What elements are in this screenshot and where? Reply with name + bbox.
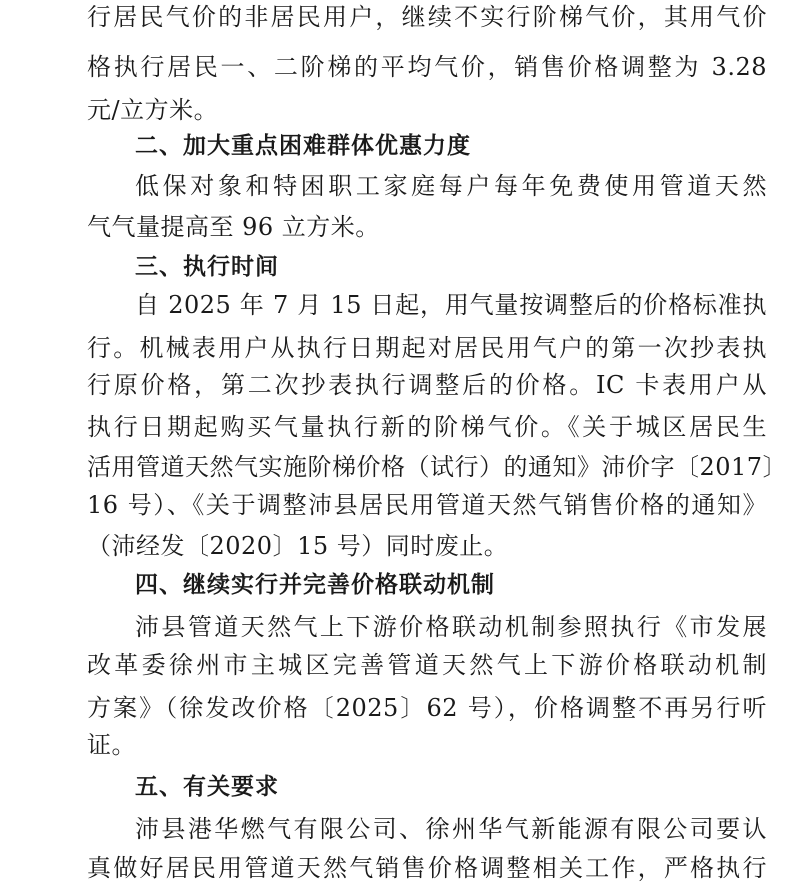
paragraph-line: 执行日期起购买气量执行新的阶梯气价。《关于城区居民生 — [87, 413, 767, 441]
paragraph-line: 自 2025 年 7 月 15 日起，用气量按调整后的价格标准执 — [135, 291, 767, 319]
section-heading-4: 四、继续实行并完善价格联动机制 — [135, 572, 495, 598]
paragraph-line: 行居民气价的非居民用户，继续不实行阶梯气价，其用气价 — [87, 3, 767, 31]
paragraph-line: 气气量提高至 96 立方米。 — [87, 213, 380, 241]
paragraph-line: 活用管道天然气实施阶梯价格（试行）的通知》沛价字〔2017〕 — [87, 453, 788, 481]
section-heading-5: 五、有关要求 — [135, 774, 279, 800]
paragraph-line: 沛县管道天然气上下游价格联动机制参照执行《市发展 — [135, 613, 767, 641]
paragraph-line: （沛经发〔2020〕15 号）同时废止。 — [87, 532, 509, 560]
paragraph-line: 改革委徐州市主城区完善管道天然气上下游价格联动机制 — [87, 651, 767, 679]
paragraph-line: 行。机械表用户从执行日期起对居民用气户的第一次抄表执 — [87, 334, 767, 362]
paragraph-line: 沛县港华燃气有限公司、徐州华气新能源有限公司要认 — [135, 815, 767, 843]
paragraph-line: 行原价格，第二次抄表执行调整后的价格。IC 卡表用户从 — [87, 371, 767, 399]
section-heading-2: 二、加大重点困难群体优惠力度 — [135, 133, 471, 159]
paragraph-line: 方案》（徐发改价格〔2025〕62 号），价格调整不再另行听 — [87, 694, 767, 722]
section-heading-3: 三、执行时间 — [135, 254, 279, 280]
paragraph-line: 格执行居民一、二阶梯的平均气价，销售价格调整为 3.28 — [87, 53, 767, 81]
paragraph-line: 低保对象和特困职工家庭每户每年免费使用管道天然 — [135, 172, 767, 200]
paragraph-line: 16 号）、《关于调整沛县居民用管道天然气销售价格的通知》 — [87, 491, 767, 519]
paragraph-line: 真做好居民用管道天然气销售价格调整相关工作，严格执行 — [87, 854, 767, 882]
paragraph-line: 元/立方米。 — [87, 96, 219, 124]
paragraph-line: 证。 — [87, 731, 136, 759]
